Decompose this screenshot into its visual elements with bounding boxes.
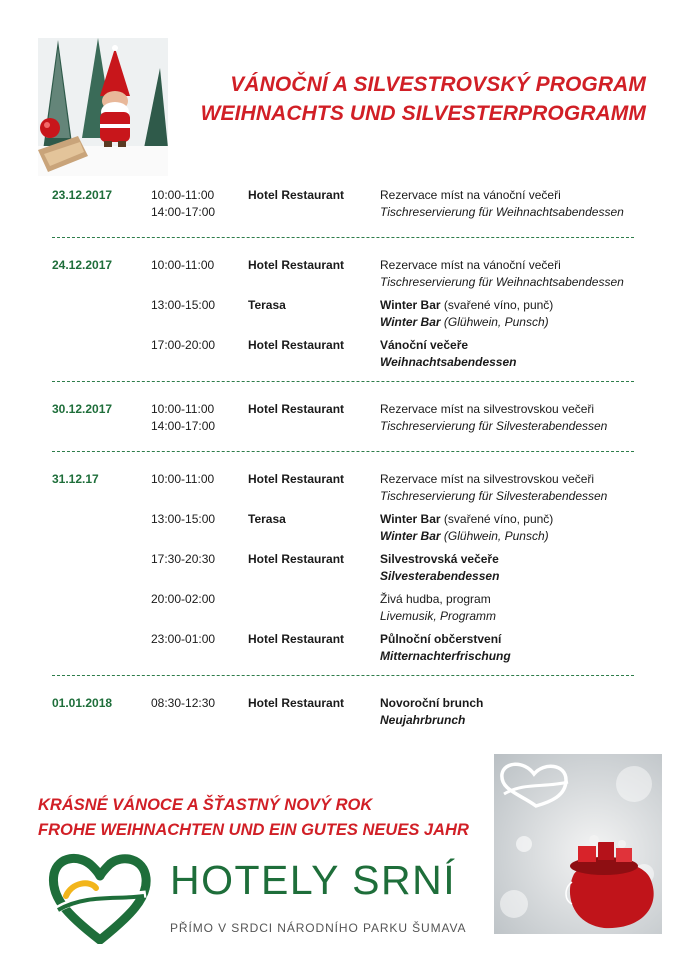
dashed-separator: [52, 451, 634, 452]
entry-place: Hotel Restaurant: [248, 258, 345, 272]
entry-text-czech: Rezervace míst na vánoční večeři: [380, 188, 561, 202]
entry-description: [380, 471, 650, 505]
entry-text-czech: Rezervace míst na vánoční večeři: [380, 258, 561, 272]
entry-place: Hotel Restaurant: [248, 338, 345, 352]
entry-description: [380, 591, 650, 625]
entry-text-german: Tischreservierung für Weihnachtsabendessen: [380, 205, 624, 219]
entry-time: 13:00-15:00: [151, 298, 216, 312]
entry-text-czech: Půlnoční občerstvení: [380, 632, 502, 646]
entry-place: Hotel Restaurant: [248, 188, 345, 202]
entry-description: [380, 187, 650, 221]
schedule-entry: [52, 511, 637, 551]
entry-place: Terasa: [248, 298, 286, 312]
day-date: 23.12.2017: [52, 188, 113, 202]
day-date: 30.12.2017: [52, 402, 113, 416]
entry-text-german: [380, 314, 650, 331]
entry-item-name: Winter Bar: [380, 315, 441, 329]
heart-swoosh-logo-icon: [46, 852, 154, 944]
entry-description: [380, 257, 650, 291]
entry-time: 17:00-20:00: [151, 338, 216, 352]
day-date: 01.01.2018: [52, 696, 113, 710]
schedule: [52, 187, 637, 735]
entry-text-czech: Živá hudba, program: [380, 592, 491, 606]
entry-time: 20:00-02:00: [151, 592, 216, 606]
entry-description: [380, 337, 650, 371]
hotel-tagline: PŘÍMO V SRDCI NÁRODNÍHO PARKU ŠUMAVA: [170, 921, 467, 935]
schedule-entry: [52, 401, 637, 441]
entry-text-german: Tischreservierung für Silvesterabendessen: [380, 419, 608, 433]
entry-item-detail: (Glühwein, Punsch): [440, 315, 549, 329]
day-date: 31.12.17: [52, 472, 99, 486]
entry-description: [380, 695, 650, 729]
entry-item-name: Winter Bar: [380, 512, 441, 526]
program-title: [201, 70, 646, 128]
santa-figure-with-snowy-trees-photo: [38, 38, 168, 176]
entry-description: [380, 631, 650, 665]
schedule-entry: [52, 695, 637, 735]
dashed-separator: [52, 675, 634, 676]
entry-text-czech: Silvestrovská večeře: [380, 552, 499, 566]
entry-text-german: Tischreservierung für Weihnachtsabendessen: [380, 275, 624, 289]
entry-place: Hotel Restaurant: [248, 696, 345, 710]
schedule-day: [52, 695, 637, 735]
entry-item-detail: (svařené víno, punč): [440, 298, 554, 312]
entry-place: Hotel Restaurant: [248, 402, 345, 416]
schedule-entry: [52, 257, 637, 297]
entry-item-detail: (svařené víno, punč): [440, 512, 554, 526]
entry-description: [380, 511, 650, 545]
schedule-day: [52, 187, 637, 227]
dashed-separator: [52, 381, 634, 382]
schedule-day: [52, 401, 637, 441]
entry-time: 10:00-11:00: [151, 258, 215, 272]
entry-description: [380, 551, 650, 585]
schedule-entry: [52, 187, 637, 227]
entry-text-czech: Rezervace míst na silvestrovskou večeři: [380, 402, 595, 416]
entry-text-german: Neujahrbrunch: [380, 713, 466, 727]
schedule-entry: [52, 471, 637, 511]
entry-time: 08:30-12:30: [151, 696, 216, 710]
entry-item-name: Winter Bar: [380, 298, 441, 312]
title-czech: VÁNOČNÍ A SILVESTROVSKÝ PROGRAM: [230, 73, 646, 96]
entry-time: 10:00-11:00 14:00-17:00: [151, 188, 216, 219]
entry-time: 10:00-11:00 14:00-17:00: [151, 402, 216, 433]
schedule-entry: [52, 591, 637, 631]
entry-text-czech: Vánoční večeře: [380, 338, 469, 352]
entry-text-czech: Novoroční brunch: [380, 696, 484, 710]
holiday-greeting: [38, 793, 469, 843]
entry-text-german: [380, 528, 650, 545]
entry-text-german: Silvesterabendessen: [380, 569, 500, 583]
entry-place: Hotel Restaurant: [248, 632, 345, 646]
entry-text-german: Weihnachtsabendessen: [380, 355, 517, 369]
schedule-day: [52, 471, 637, 665]
schedule-day: [52, 257, 637, 371]
schedule-entry: [52, 337, 637, 371]
schedule-entry: [52, 631, 637, 665]
schedule-entry: [52, 551, 637, 591]
entry-text-czech: Rezervace míst na silvestrovskou večeři: [380, 472, 595, 486]
hotel-brand-name: HOTELY SRNÍ: [170, 857, 457, 903]
day-date: 24.12.2017: [52, 258, 113, 272]
entry-place: Terasa: [248, 512, 286, 526]
entry-text-czech: [380, 297, 650, 314]
dashed-separator: [52, 237, 634, 238]
entry-item-detail: (Glühwein, Punsch): [440, 529, 549, 543]
entry-place: Hotel Restaurant: [248, 552, 345, 566]
greeting-german: FROHE WEIHNACHTEN UND EIN GUTES NEUES JAHR: [38, 821, 469, 839]
entry-text-german: Tischreservierung für Silvesterabendessen: [380, 489, 608, 503]
entry-time: 10:00-11:00: [151, 472, 215, 486]
entry-text-czech: [380, 511, 650, 528]
entry-time: 23:00-01:00: [151, 632, 216, 646]
entry-description: [380, 401, 650, 435]
entry-time: 13:00-15:00: [151, 512, 216, 526]
entry-time: 17:30-20:30: [151, 552, 216, 566]
greeting-czech: KRÁSNÉ VÁNOCE A ŠŤASTNÝ NOVÝ ROK: [38, 796, 373, 814]
schedule-entry: [52, 297, 637, 337]
title-german: WEIHNACHTS UND SILVESTERPROGRAMM: [200, 102, 646, 125]
entry-text-german: Mitternachterfrischung: [380, 649, 511, 663]
entry-description: [380, 297, 650, 331]
entry-place: Hotel Restaurant: [248, 472, 345, 486]
red-gift-sack-with-heart-photo: [494, 754, 662, 934]
entry-item-name: Winter Bar: [380, 529, 441, 543]
entry-text-german: Livemusik, Programm: [380, 609, 497, 623]
